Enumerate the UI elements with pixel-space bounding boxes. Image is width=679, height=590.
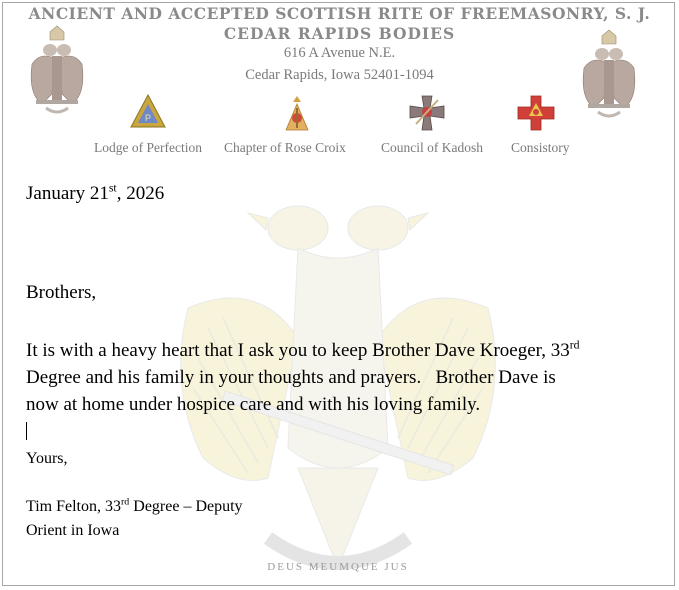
- signature-line-2: Orient in Iowa: [26, 522, 120, 539]
- triangle-emblem-icon: [129, 93, 167, 131]
- salutation: Brothers,: [26, 282, 97, 303]
- kadosh-cross-emblem-icon: [408, 94, 446, 132]
- org-name-line2: CEDAR RAPIDS BODIES: [223, 24, 456, 43]
- address-city: Cedar Rapids, Iowa 52401-1094: [245, 67, 434, 83]
- paragraph-line-3: now at home under hospice care and with his loving family.: [26, 394, 481, 415]
- svg-text:P: P: [144, 113, 152, 123]
- letter-date: January 21st, 2026: [26, 181, 165, 204]
- consistory-cross-emblem-icon: [516, 94, 556, 132]
- closing: Yours,: [26, 450, 68, 467]
- body-label-rose-croix: Chapter of Rose Croix: [224, 140, 346, 155]
- signature-line-1: Tim Felton, 33rd Degree – Deputy: [26, 496, 243, 515]
- address-street: 616 A Avenue N.E.: [283, 45, 396, 61]
- right-eagle-emblem-icon: [580, 28, 638, 124]
- left-eagle-emblem-icon: [28, 24, 86, 120]
- paragraph-line-2: Degree and his family in your thoughts and prayers. Brother Dave is: [26, 367, 556, 388]
- rose-croix-emblem-icon: [282, 94, 312, 134]
- motto-text: DEUS MEUMQUE JUS: [267, 561, 409, 573]
- org-name-line1: ANCIENT AND ACCEPTED SCOTTISH RITE OF FREEMASONRY, S. J.: [28, 4, 651, 23]
- body-label-kadosh: Council of Kadosh: [381, 140, 483, 155]
- body-label-consistory: Consistory: [511, 140, 570, 155]
- body-label-lodge: Lodge of Perfection: [94, 140, 202, 155]
- text-cursor[interactable]: [26, 422, 27, 440]
- paragraph-line-1: It is with a heavy heart that I ask you to keep Brother Dave Kroeger, 33rd: [26, 338, 580, 361]
